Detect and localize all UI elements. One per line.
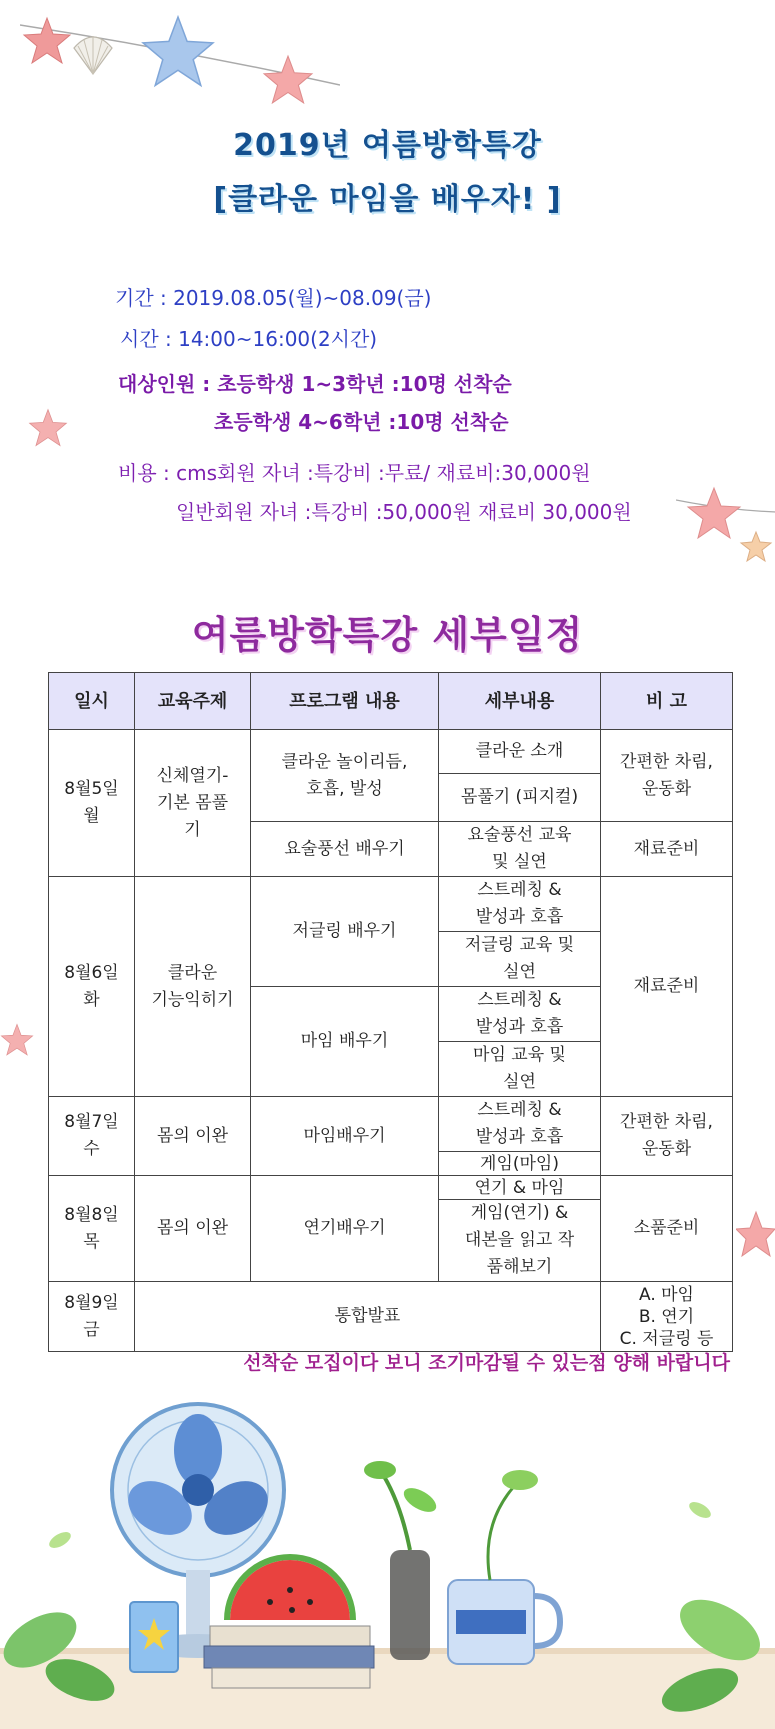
day1-note-2: 재료준비: [601, 822, 733, 877]
day2-program-2: 마임 배우기: [251, 987, 439, 1097]
schedule-title: 여름방학특강 세부일정: [191, 613, 584, 657]
day3-date: 8월7일 수: [49, 1097, 135, 1176]
table-header-row: [49, 673, 733, 730]
header-topic: 교육주제: [135, 673, 251, 730]
summer-illustration: [0, 1390, 775, 1729]
header-detail: 세부내용: [439, 673, 601, 730]
pink-star-icon: [22, 16, 72, 66]
target-value-2: 초등학생 4~6학년 :10명 선착순: [214, 410, 509, 434]
day2-topic: 클라운 기능익히기: [135, 877, 251, 1097]
day2-program-1: 저글링 배우기: [251, 877, 439, 987]
day1-program-2: 요술풍선 배우기: [251, 822, 439, 877]
time-value: 14:00~16:00(2시간): [178, 327, 378, 351]
table-row: [49, 730, 733, 774]
target-label: 대상인원 :: [118, 372, 211, 396]
table-row: [49, 1176, 733, 1200]
day4-date: 8월8일 목: [49, 1176, 135, 1282]
cost-value-2: 일반회원 자녀 :특강비 :50,000원 재료비 30,000원: [176, 500, 632, 524]
day1-topic: 신체열기- 기본 몸풀 기: [135, 730, 251, 877]
plant-bottle-icon: [364, 1461, 440, 1660]
target-line: [118, 368, 512, 397]
period-line: [115, 282, 432, 311]
day4-detail-a: 연기 & 마임: [439, 1176, 601, 1200]
day4-note: 소품준비: [601, 1176, 733, 1282]
day4-program: 연기배우기: [251, 1176, 439, 1282]
day2-date: 8월6일 화: [49, 877, 135, 1097]
target-value-1: 초등학생 1~3학년 :10명 선착순: [217, 372, 512, 396]
day2-detail-2b: 마임 교육 및 실연: [439, 1042, 601, 1097]
day2-detail-2a: 스트레칭 & 발성과 호흡: [439, 987, 601, 1042]
blue-star-icon: [140, 14, 216, 90]
cup-icon: [130, 1602, 178, 1672]
day3-note: 간편한 차림, 운동화: [601, 1097, 733, 1176]
day1-date: 8월5일 월: [49, 730, 135, 877]
pink-star-icon: [28, 408, 68, 448]
time-label: 시간 :: [120, 327, 172, 351]
period-label: 기간 :: [115, 286, 167, 310]
day5-program: 통합발표: [135, 1282, 601, 1352]
day1-detail-1a: 클라운 소개: [439, 730, 601, 774]
books-icon: [204, 1626, 374, 1688]
day3-program: 마임배우기: [251, 1097, 439, 1176]
day1-program-1: 클라운 놀이리듬, 호흡, 발성: [251, 730, 439, 822]
day1-note-1: 간편한 차림, 운동화: [601, 730, 733, 822]
table-row: [49, 877, 733, 932]
day5-note: A. 마임 B. 연기 C. 저글링 등: [601, 1282, 733, 1352]
pink-star-icon: [736, 1206, 775, 1266]
day3-topic: 몸의 이완: [135, 1097, 251, 1176]
table-row: [49, 1097, 733, 1152]
mug-icon: [448, 1470, 560, 1664]
event-title: 2019년 여름방학특강: [233, 128, 542, 163]
header-note: 비 고: [601, 673, 733, 730]
time-line: [120, 323, 377, 352]
day1-detail-2: 요술풍선 교육 및 실연: [439, 822, 601, 877]
day3-detail-b: 게임(마임): [439, 1152, 601, 1176]
star-garland-decoration: [676, 480, 775, 580]
header-program: 프로그램 내용: [251, 673, 439, 730]
day4-topic: 몸의 이완: [135, 1176, 251, 1282]
header-date: 일시: [49, 673, 135, 730]
notice-text: 선착순 모집이다 보니 조기마감될 수 있는점 양해 바랍니다: [243, 1352, 730, 1374]
shell-icon: [70, 30, 116, 76]
cost-label: 비용 :: [118, 461, 170, 485]
pink-star-icon: [262, 54, 314, 106]
cost-line: [118, 457, 591, 486]
period-value: 2019.08.05(월)~08.09(금): [173, 286, 432, 310]
day2-detail-1a: 스트레칭 & 발성과 호흡: [439, 877, 601, 932]
event-subtitle: [클라운 마임을 배우자! ]: [213, 182, 562, 217]
cost-value-1: cms회원 자녀 :특강비 :무료/ 재료비:30,000원: [176, 461, 591, 485]
schedule-table: [48, 672, 733, 1352]
pink-star-icon: [0, 1020, 34, 1060]
day3-detail-a: 스트레칭 & 발성과 호흡: [439, 1097, 601, 1152]
day1-detail-1b: 몸풀기 (피지컬): [439, 774, 601, 822]
day2-detail-1b: 저글링 교육 및 실연: [439, 932, 601, 987]
day4-detail-b: 게임(연기) & 대본을 읽고 작 품해보기: [439, 1200, 601, 1282]
day5-date: 8월9일 금: [49, 1282, 135, 1352]
table-row: [49, 1282, 733, 1352]
day2-note: 재료준비: [601, 877, 733, 1097]
